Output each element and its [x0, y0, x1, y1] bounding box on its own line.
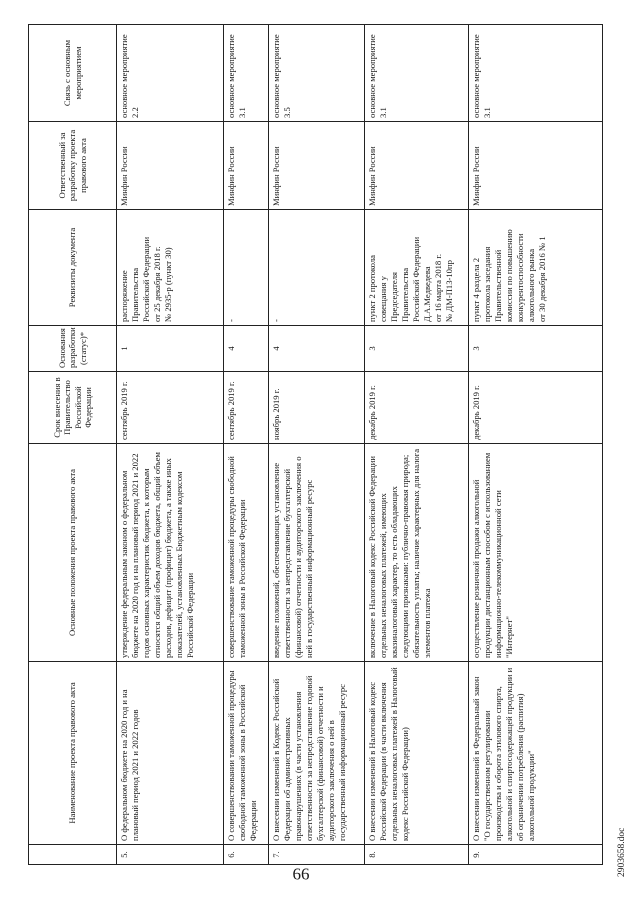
row-requisites — [117, 210, 224, 326]
table-row — [117, 25, 224, 865]
row-responsible: Минфин России — [365, 122, 469, 210]
requisites-line: от 16 марта 2018 г. — [433, 253, 443, 322]
row-link: основное мероприятие 2.2 — [117, 25, 224, 122]
row-basis: 3 — [365, 326, 469, 372]
row-basis: 4 — [269, 326, 365, 372]
requisites-line: Правительства — [130, 267, 140, 322]
table-row — [469, 25, 603, 865]
row-deadline: сентябрь 2019 г. — [224, 372, 269, 444]
requisites-line: Российской Федерации — [141, 236, 151, 322]
row-name: О внесении изменений в Федеральный закон "О государственном регулировании производства и оборота этилового спирта, алкогольной и спиртосодержащей продукции и об ограничении потребления (распития) алкогольной продукции" — [469, 662, 603, 845]
row-requisites — [224, 210, 269, 326]
requisites-line: алкогольного рынка — [526, 248, 536, 322]
document-reference: 2903658.doc — [617, 827, 627, 877]
requisites-line: - — [271, 319, 281, 322]
row-name: О федеральном бюджете на 2020 год и на плановый период 2021 и 2022 годов — [117, 662, 224, 845]
row-basis: 1 — [117, 326, 224, 372]
row-deadline: ноябрь 2019 г. — [269, 372, 365, 444]
row-deadline: декабрь 2019 г. — [469, 372, 603, 444]
requisites-line: № 2935-р (пункт 30) — [163, 247, 173, 322]
row-requisites — [269, 210, 365, 326]
requisites-line: пункт 4 раздела 2 — [471, 258, 481, 322]
requisites-line: Д.А.Медведева — [422, 266, 432, 322]
row-name: О внесении изменений в Кодекс Российской Федерации об административных правонарушениях (в части установления ответственности за непредставление годовой бухгалтерской (финансовой) отчетности и аудиторского заключения о ней в государственный информационный ресурс — [269, 662, 365, 845]
row-link: основное мероприятие 3.1 — [224, 25, 269, 122]
row-provisions: включение в Налоговый кодекс Российской Федерации отдельных неналоговых платежей, имеющих квазиналоговый характер, то есть обладающих следующими признаками: публично-правовая природа; обязательность уплаты; наличие характерных для налога элементов платежа — [365, 444, 469, 662]
row-provisions: осуществление розничной продажи алкогольной продукции дистанционным способом с использованием информационно-телекоммуникационной сети "Интернет" — [469, 444, 603, 662]
row-link: основное мероприятие 3.1 — [365, 25, 469, 122]
header-basis: Основания разработки (статус)* — [29, 326, 117, 372]
requisites-line: № ДМ-П13-10пр — [444, 260, 454, 322]
header-name: Наименование проекта правового акта — [29, 662, 117, 845]
row-provisions: совершенствование таможенной процедуры свободной таможенной зоны в Российской Федерации — [224, 444, 269, 662]
row-responsible: Минфин России — [224, 122, 269, 210]
row-deadline: сентябрь 2019 г. — [117, 372, 224, 444]
header-requisites: Реквизиты документа — [29, 210, 117, 326]
requisites-line: распоряжение — [119, 270, 129, 322]
table-row — [224, 25, 269, 865]
requisites-line: комиссии по повышению — [504, 229, 514, 322]
requisites-line: Правительства — [400, 267, 410, 322]
header-deadline: Срок внесения в Правительство Российской Федерации — [29, 372, 117, 444]
row-name: О внесении изменений в Налоговый кодекс Российской Федерации (в части включения отдельных неналоговых платежей в Налоговый кодекс Российской Федерации) — [365, 662, 469, 845]
header-link: Связь с основным мероприятием — [29, 25, 117, 122]
row-responsible: Минфин России — [269, 122, 365, 210]
row-requisites — [469, 210, 603, 326]
row-provisions: введение положений, обеспечивающих установление ответственности за непредставление бухгалтерской (финансовой) отчетности и аудиторского заключения о ней в государственный информационный ресурс — [269, 444, 365, 662]
requisites-line: пункт 2 протокола — [367, 255, 377, 322]
requisites-line: от 30 декабря 2016 № 1 — [537, 236, 547, 322]
header-num — [29, 845, 117, 865]
header-responsible: Ответственный за разработку проекта правового акта — [29, 122, 117, 210]
table-row — [365, 25, 469, 865]
table-header-row — [29, 25, 117, 865]
row-deadline: декабрь 2019 г. — [365, 372, 469, 444]
header-provisions: Основные положения проекта правового акта — [29, 444, 117, 662]
row-num: 5. — [117, 845, 224, 865]
row-responsible: Минфин России — [469, 122, 603, 210]
requisites-line: - — [226, 319, 236, 322]
requisites-line: Председателя — [389, 272, 399, 322]
row-num: 8. — [365, 845, 469, 865]
row-num: 6. — [224, 845, 269, 865]
row-link: основное мероприятие 3.1 — [469, 25, 603, 122]
row-link: основное мероприятие 3.5 — [269, 25, 365, 122]
requisites-line: совещания у — [378, 276, 388, 322]
requisites-line: Российской Федерации — [411, 236, 421, 322]
row-basis: 4 — [224, 326, 269, 372]
requisites-line: Правительственной — [493, 249, 503, 322]
row-basis: 3 — [469, 326, 603, 372]
legal-acts-table — [28, 24, 603, 865]
row-requisites — [365, 210, 469, 326]
row-responsible: Минфин России — [117, 122, 224, 210]
requisites-line: от 25 декабря 2018 г. — [152, 246, 162, 322]
requisites-line: протокола заседания — [482, 246, 492, 322]
page-number: 66 — [292, 864, 310, 884]
table-row — [269, 25, 365, 865]
row-name: О совершенствовании таможенной процедуры свободной таможенной зоны в Российской Федерации — [224, 662, 269, 845]
row-num: 9. — [469, 845, 603, 865]
row-num: 7. — [269, 845, 365, 865]
requisites-line: конкурентоспособности — [515, 233, 525, 322]
row-provisions: утверждение федеральным законом о федеральном бюджете на 2020 год и на плановый период 2021 и 2022 годов основных характеристик бюджета, к которым относятся общий объем доходов бюджета, общий объем расходов, дефицит (профицит) бюджета, а также иных показателей, установленных Бюджетным кодексом Российской Федерации — [117, 444, 224, 662]
